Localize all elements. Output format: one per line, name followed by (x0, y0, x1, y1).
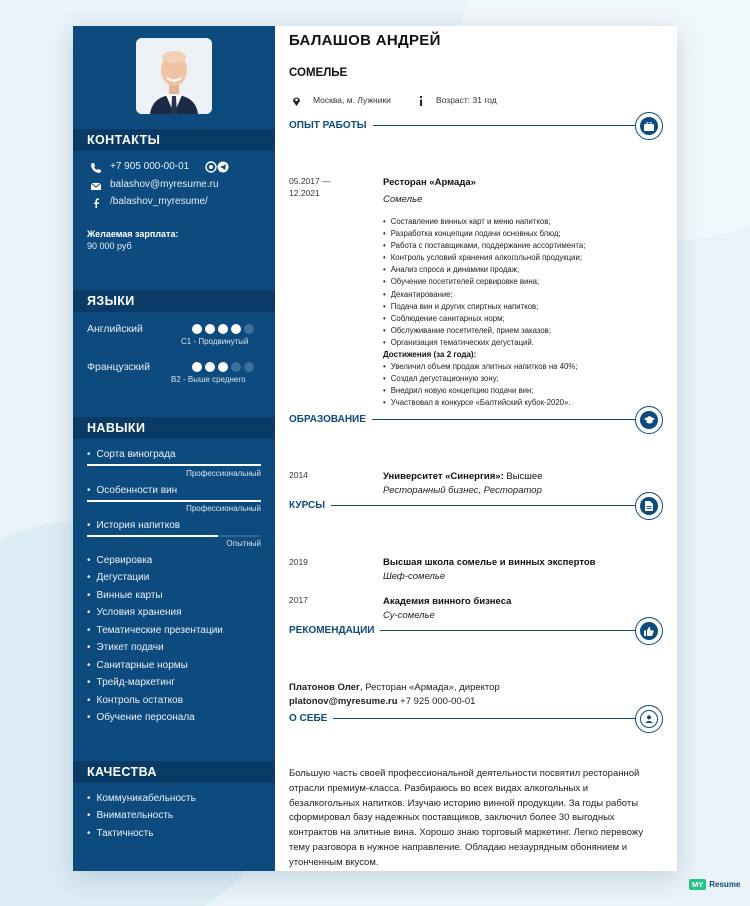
skill-item: • Особенности вин (87, 485, 177, 496)
skill-item: • Трейд-маркетинг (87, 677, 175, 688)
recommendation-person: Платонов Олег, Ресторан «Армада», директор (289, 682, 500, 693)
user-icon (635, 705, 663, 733)
rating-dot (231, 324, 241, 334)
courses-heading: КУРСЫ (289, 500, 331, 511)
brand-logo-mark: MY (689, 879, 706, 890)
skill-item: • Обучение персонала (87, 712, 195, 723)
about-text: Большую часть своей профессиональной деятельности посвятил ресторанной отрасли премиум-класса. Разбираюсь во всех видах алкогольных и безалкогольных напитков. Изучаю историю винной продукции. За годы работы сформировал базу надежных поставщиков, заключил более 30 выгодных контрактов на элитные вина. Хорошо знаю торговый маркетинг. Легко перевожу тему разговора в нужное направление. Обладаю незаурядным обонянием и утонченным вкусом. (289, 768, 644, 868)
skill-item: • Дегустации (87, 572, 149, 583)
duty-item: • Соблюдение санитарных норм; (383, 313, 653, 325)
skills-heading: НАВЫКИ (73, 417, 275, 439)
sidebar (73, 26, 275, 871)
contact-facebook[interactable]: /balashov_myresume/ (110, 196, 208, 207)
experience-duties (383, 216, 653, 409)
contact-phone[interactable]: +7 905 000-00-01 (110, 161, 190, 172)
salary-value: 90 000 руб (87, 241, 132, 251)
education-school: Университет «Синергия»: Высшее (383, 471, 543, 482)
education-year: 2014 (289, 470, 308, 480)
language-rating (192, 324, 254, 334)
duty-item: • Разработка концепции подачи основных блюд; (383, 228, 653, 240)
quality-item: • Внимательность (87, 810, 173, 821)
rating-dot (244, 324, 254, 334)
telegram-icon[interactable] (217, 161, 229, 173)
skill-bar (87, 500, 261, 502)
duty-item: • Организация тематических дегустаций. (383, 337, 653, 349)
education-field: Ресторанный бизнес, Ресторатор (383, 485, 542, 496)
experience-company: Ресторан «Армада» (383, 177, 476, 188)
course-year: 2017 (289, 595, 308, 605)
rating-dot (192, 362, 202, 372)
achievement-item: • Увеличил объем продаж элитных напитков на 40%; (383, 361, 653, 373)
rating-dot (218, 324, 228, 334)
skill-item: • Санитарные нормы (87, 660, 188, 671)
skill-item: • Условия хранения (87, 607, 182, 618)
duty-item: • Обучение посетителей сервировке вина; (383, 276, 653, 288)
rating-dot (231, 362, 241, 372)
document-icon (635, 492, 663, 520)
rating-dot (218, 362, 228, 372)
recommendation-email[interactable]: platonov@myresume.ru (289, 696, 398, 707)
brand-logo (689, 879, 740, 890)
quality-item: • Тактичность (87, 828, 153, 839)
duty-item: • Составление винных карт и меню напитков; (383, 216, 653, 228)
course-year: 2019 (289, 557, 308, 567)
course-role: Су-сомелье (383, 610, 435, 621)
brand-logo-text: Resume (709, 880, 741, 889)
recommendations-section-header (289, 620, 663, 642)
recommendation-phone[interactable]: +7 925 000-00-01 (397, 696, 476, 707)
skill-level: Профессиональный (186, 504, 261, 513)
duty-item: • Подача вин и других спиртных напитков; (383, 301, 653, 313)
rating-dot (192, 324, 202, 334)
facebook-icon (90, 197, 102, 209)
duty-item: • Декантирование; (383, 289, 653, 301)
skill-item: • История напитков (87, 520, 180, 531)
profile-photo (136, 38, 212, 114)
course-role: Шеф-сомелье (383, 571, 446, 582)
skill-item: • Сорта винограда (87, 449, 176, 460)
job-title: СОМЕЛЬЕ (289, 67, 348, 79)
rating-dot (205, 324, 215, 334)
contacts-heading: КОНТАКТЫ (73, 129, 275, 151)
languages-heading: ЯЗЫКИ (73, 290, 275, 312)
language-rating (192, 362, 254, 372)
duty-item: • Обслуживание посетителей, прием заказов; (383, 325, 653, 337)
experience-role: Сомелье (383, 194, 423, 205)
contact-email[interactable]: balashov@myresume.ru (110, 179, 219, 190)
main-content (275, 26, 677, 871)
rating-dot (205, 362, 215, 372)
courses-section-header (289, 495, 663, 517)
skill-level: Опытный (226, 539, 261, 548)
achievement-item: • Создал дегустационную зону; (383, 373, 653, 385)
skill-item: • Тематические презентации (87, 625, 223, 636)
skill-item: • Контроль остатков (87, 695, 183, 706)
language-name: Французский (87, 361, 150, 373)
skill-item: • Этикет подачи (87, 642, 164, 653)
location-icon (292, 96, 301, 106)
duty-item: • Работа с поставщиками, поддержание ассортимента; (383, 240, 653, 252)
experience-section-header (289, 115, 663, 137)
recommendations-heading: РЕКОМЕНДАЦИИ (289, 625, 380, 636)
skill-bar (87, 464, 261, 466)
experience-date-end: 12.2021 (289, 188, 320, 198)
language-level: C1 - Продвинутый (181, 337, 249, 346)
about-section-header (289, 708, 663, 730)
course-name: Высшая школа сомелье и винных экспертов (383, 557, 596, 568)
course-name: Академия винного бизнеса (383, 596, 512, 607)
salary-label: Желаемая зарплата: (87, 229, 179, 239)
qualities-heading: КАЧЕСТВА (73, 761, 275, 783)
duty-item: • Контроль условий хранения алкогольной продукции; (383, 252, 653, 264)
achievement-item: • Внедрил новую концепцию подачи вин; (383, 385, 653, 397)
divider (289, 505, 637, 506)
rating-dot (244, 362, 254, 372)
achievement-item: • Участвовал в конкурсе «Балтийский кубок-2020». (383, 397, 653, 409)
achievements-title: Достижения (за 2 года): (383, 350, 477, 360)
language-name: Английский (87, 323, 143, 335)
age-text: Возраст: 31 год (436, 95, 497, 105)
briefcase-icon (635, 112, 663, 140)
about-heading: О СЕБЕ (289, 713, 333, 724)
education-heading: ОБРАЗОВАНИЕ (289, 414, 372, 425)
quality-item: • Коммуникабельность (87, 793, 196, 804)
email-icon (90, 180, 102, 192)
experience-heading: ОПЫТ РАБОТЫ (289, 120, 373, 131)
phone-icon (90, 162, 102, 174)
skill-level: Профессиональный (186, 469, 261, 478)
divider (289, 718, 637, 719)
graduation-cap-icon (635, 406, 663, 434)
thumbs-up-icon (635, 617, 663, 645)
skill-bar (87, 535, 261, 537)
language-level: B2 - Выше среднего (171, 375, 246, 384)
candidate-name: БАЛАШОВ АНДРЕЙ (289, 32, 441, 49)
whatsapp-icon[interactable] (205, 161, 217, 173)
skill-item: • Сервировка (87, 555, 152, 566)
location-text: Москва, м. Лужники (313, 95, 391, 105)
education-section-header (289, 409, 663, 431)
info-icon (418, 96, 424, 106)
duty-item: • Анализ спроса и динамики продаж; (383, 264, 653, 276)
skill-item: • Винные карты (87, 590, 163, 601)
experience-date-start: 05.2017 — (289, 176, 331, 186)
resume-page (73, 26, 677, 871)
recommendation-contact (289, 696, 475, 707)
